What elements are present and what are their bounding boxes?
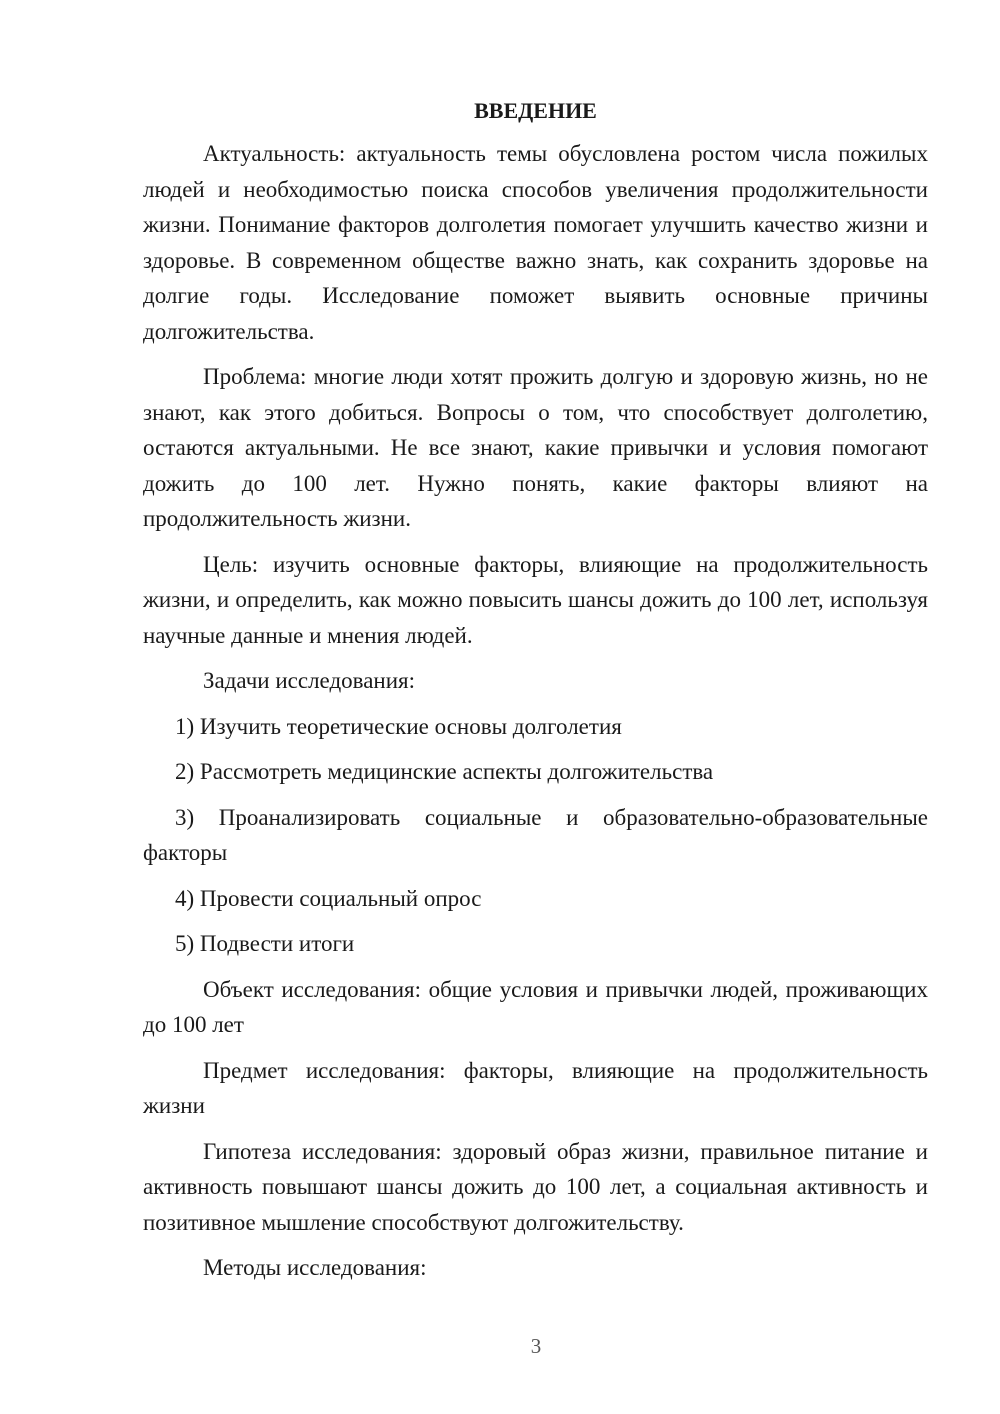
- task-item-3: 3) Проанализировать социальные и образовательно-образовательные факторы: [143, 804, 928, 865]
- paragraph-object: Объект исследования: общие условия и привычки людей, проживающих до 100 лет: [143, 976, 928, 1037]
- paragraph-subject: Предмет исследования: факторы, влияющие на продолжительность жизни: [143, 1057, 928, 1118]
- section-heading: ВВЕДЕНИЕ: [474, 98, 597, 123]
- paragraph-goal: Цель: изучить основные факторы, влияющие на продолжительность жизни, и определить, как можно повысить шансы дожить до 100 лет, используя научные данные и мнения людей.: [143, 551, 928, 648]
- task-item-5: 5) Подвести итоги: [175, 931, 355, 956]
- task-item-4: 4) Провести социальный опрос: [175, 885, 482, 911]
- paragraph-problem: Проблема: многие люди хотят прожить долгую и здоровую жизнь, но не знают, как этого добиться. Вопросы о том, что способствует долголетию, остаются актуальными. Не все знают, какие привычки и условия помогают дожить до 100 лет. Нужно понять, какие факторы влияют на продолжительность жизни.: [143, 364, 928, 531]
- task-item-2: 2) Рассмотреть медицинские аспекты долгожительства: [175, 759, 714, 784]
- task-item-1: 1) Изучить теоретические основы долголетия: [175, 713, 622, 739]
- paragraph-tasks-intro: Задачи исследования:: [203, 668, 416, 693]
- paragraph-hypothesis: Гипотеза исследования: здоровый образ жизни, правильное питание и активность повышают шансы дожить до 100 лет, а социальная активность и позитивное мышление способствуют долгожительству.: [143, 1138, 928, 1235]
- paragraph-methods: Методы исследования:: [203, 1255, 427, 1280]
- page-number: 3: [530, 1334, 542, 1358]
- page-content: [143, 96, 928, 1296]
- paragraph-relevance: Актуальность: актуальность темы обусловлена ростом числа пожилых людей и необходимостью поиска способов увеличения продолжительности жизни. Понимание факторов долголетия помогает улучшить качество жизни и здоровье. В современном обществе важно знать, как сохранить здоровье на долгие годы. Исследование поможет выявить основные причины долгожительства.: [143, 141, 928, 344]
